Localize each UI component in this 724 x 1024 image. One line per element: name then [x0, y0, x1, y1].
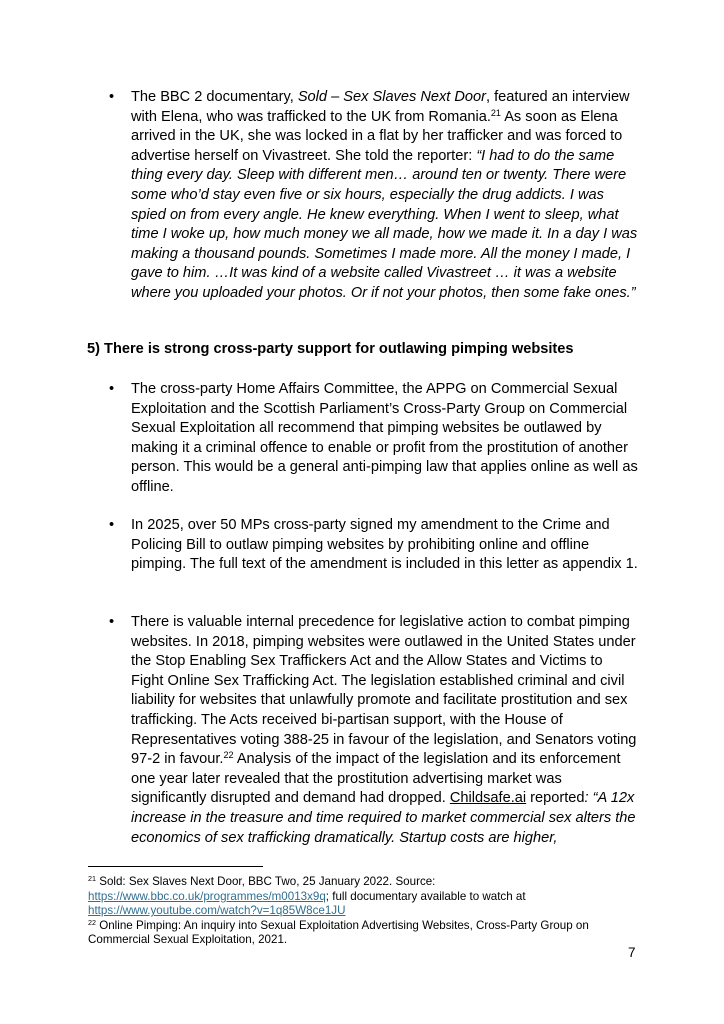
- footnote-ref-21[interactable]: 21: [490, 107, 501, 118]
- bullet-text: The BBC 2 documentary, Sold – Sex Slaves Next Door, featured an interview with Elena, who was trafficked to the UK from Romania.$^{21}$ As soon as Elena arrived in the UK, she was locked in a flat by her trafficker and was forced to advertise herself on Vivastreet. She told the reporter: “I had to do the same thing every day. Sleep with different men… around ten or twenty. There were some who’d stay even five or six hours, especially the drug addicts. I was spied on from every angle. He knew everything. When I went to sleep, what time I woke up, how much money we all made, how we made it. In a day I was making a thousand pounds. Sometimes I made more. All the money I made, I gave to him. …It was kind of a website called Vivastreet … it was a website where you uploaded your photos. Or if not your photos, then some fake ones.”: [131, 89, 638, 301]
- bbc-programme-link[interactable]: https://www.bbc.co.uk/programmes/m0013x9q: [88, 889, 326, 903]
- footnotes: [88, 875, 648, 948]
- bullet-icon: •: [109, 89, 115, 105]
- footnote-ref-22[interactable]: 22: [223, 750, 234, 761]
- footnote-divider: [88, 866, 263, 867]
- documentary-title: Sold – Sex Slaves Next Door: [297, 89, 487, 105]
- page-number: 7: [628, 945, 636, 960]
- youtube-link[interactable]: https://www.youtube.com/watch?v=1q85W8ce1JU: [88, 904, 346, 918]
- footnote-22: $^{22}$ Online Pimping: An inquiry into Sexual Exploitation Advertising Websites, Cross-Party Group on Commercial Sexual Exploitation, 2021.: [88, 917, 589, 947]
- bullet-amendment: [109, 516, 639, 575]
- bullet-icon: •: [109, 517, 115, 533]
- bullet-committee-recommendations: [109, 380, 639, 498]
- bullet-text: There is valuable internal precedence for legislative action to combat pimping websites. In 2018, pimping websites were outlawed in the United States under the Stop Enabling Sex Traffickers Act and the Allow States and Victims to Fight Online Sex Trafficking Act. The legislation established criminal and civil liability for websites that unlawfully promote and facilitate prostitution and sex trafficking. The Acts received bi-partisan support, with the House of Representatives voting 388-25 in favour of the legislation, and Senators voting 97-2 in favour.$^{22}$ Analysis of the impact of the legislation and its enforcement one year later revealed that the prostitution advertising market was significantly disrupted and demand had dropped. Childsafe.ai reported: “A 12x increase in the treasure and time required to market commercial sex alters the economics of sex trafficking dramatically. Startup costs are higher,: [131, 614, 637, 846]
- section-heading: 5) There is strong cross-party support for outlawing pimping websites: [87, 341, 574, 357]
- bullet-us-precedent: [109, 613, 639, 848]
- elena-quote: “I had to do the same thing every day. Sleep with different men… around ten or twenty. There were some who’d stay even five or six hours, especially the drug addicts. I was spied on from every angle. He knew everything. When I went to sleep, what time I woke up, how much money we all made, how we made it. In a day I was making a thousand pounds. Sometimes I made more. All the money I made, I gave to him. …It was kind of a website called Vivastreet … it was a website where you uploaded your photos. Or if not your photos, then some fake ones.”: [131, 147, 638, 301]
- bullet-text: In 2025, over 50 MPs cross-party signed my amendment to the Crime and Policing Bill to outlaw pimping websites by prohibiting online and offline pimping. The full text of the amendment is included in this letter as appendix 1.: [131, 517, 638, 573]
- bullet-text: The cross-party Home Affairs Committee, the APPG on Commercial Sexual Exploitation and the Scottish Parliament’s Cross-Party Group on Commercial Sexual Exploitation all recommend that pimping websites be outlawed by making it a criminal offence to enable or profit from the prostitution of another person. This would be a general anti-pimping law that applies online as well as offline.: [131, 381, 638, 495]
- footnote-21: $^{21}$ Sold: Sex Slaves Next Door, BBC Two, 25 January 2022. Source: https://www.bbc.co.uk/programmes/m0013x9q; full documentary available to watch at https://www.youtube.com/watch?v=1q85W8ce1JU: [88, 874, 526, 918]
- bullet-bbc-documentary: [109, 88, 639, 304]
- bullet-icon: •: [109, 614, 115, 630]
- childsafe-link[interactable]: Childsafe.ai: [449, 790, 527, 807]
- bullet-icon: •: [109, 381, 115, 397]
- childsafe-quote: “A 12x increase in the treasure and time required to market commercial sex alters the economics of sex trafficking dramatically. Startup costs are higher,: [131, 790, 636, 846]
